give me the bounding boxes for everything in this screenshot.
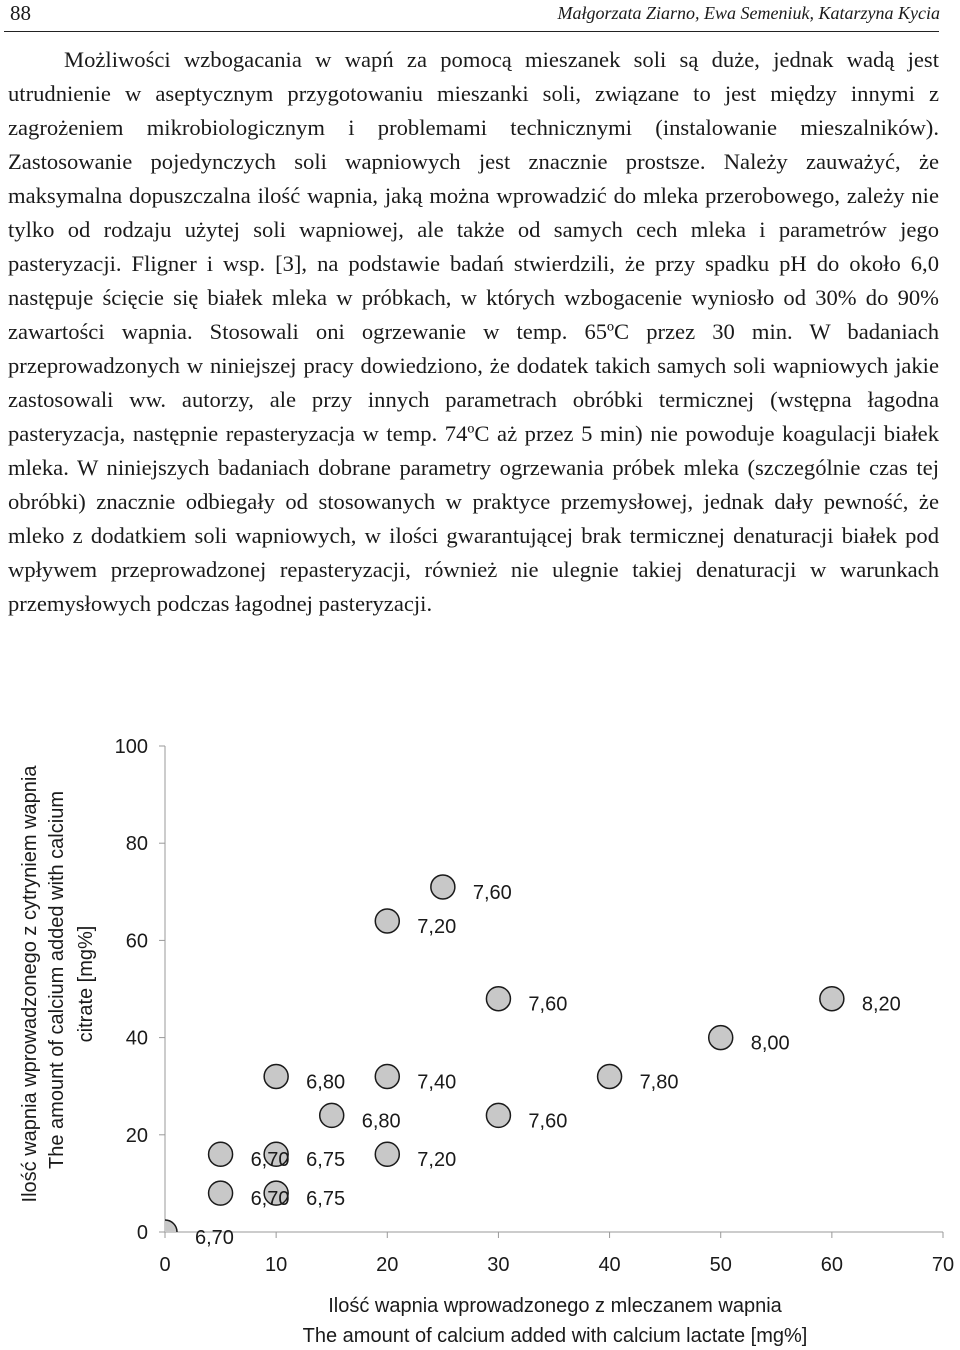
data-point-label: 7,60 — [528, 993, 568, 1016]
y-tick-label: 40 — [125, 1027, 148, 1050]
y-tick-label: 80 — [125, 833, 148, 856]
data-point — [375, 909, 399, 933]
data-point-label: 7,40 — [417, 1071, 457, 1094]
data-point — [209, 1181, 233, 1205]
y-tick-label: 100 — [114, 736, 148, 758]
data-point — [431, 875, 455, 899]
chart-point-labels — [195, 882, 901, 1249]
data-point-label: 6,80 — [306, 1071, 346, 1094]
data-point-label: 7,60 — [472, 881, 512, 904]
x-tick-label: 0 — [159, 1254, 171, 1276]
y-tick-label: 20 — [125, 1124, 148, 1147]
data-point-label: 6,70 — [250, 1188, 290, 1211]
x-axis-label-en: The amount of calcium added with calcium lactate [mg%] — [302, 1325, 808, 1347]
data-point-label: 6,75 — [306, 1188, 346, 1211]
page-number: 88 — [10, 1, 31, 25]
data-point — [598, 1064, 622, 1088]
x-tick-label: 70 — [931, 1254, 955, 1276]
x-tick-label: 60 — [820, 1254, 843, 1276]
body-paragraph: Możliwości wzbogacania w wapń za pomocą mieszanek soli są duże, jednak wadą jest utrudnienie w aseptycznym przygotowaniu mieszanki soli, związane to jest między innymi z zagrożeniem mikrobiologicznym i problemami technicznymi (instalowanie mieszalników). Zastosowanie pojedynczych soli wapniowych jest znacznie prostsze. Należy zauważyć, że maksymalna dopuszczalna ilość wapnia, jaką można wprowadzić do mleka przerobowego, zależy nie tylko od rodzaju użytej soli wapniowej, ale także od samych cech mleka i parametrów jego pasteryzacji. Fligner i wsp. [3], na podstawie badań stwierdzili, że przy spadku pH do około 6,0 następuje ścięcie się białek mleka w próbkach, w których wzbogacenie wyniosło od 30% do 90% zawartości wapnia. Stosowali oni ogrzewanie w temp. 65ºC przez 30 min. W badaniach przeprowadzonych w niniejszej pracy dowiedziono, że dodatek takich samych soli wapniowych jakie zastosowali ww. autorzy, ale przy innych parametrach obróbki termicznej (wstępna łagodna pasteryzacja, następnie repasteryzacja w temp. 74ºC aż przez 5 min) nie powoduje koagulacji białek mleka. W niniejszych badaniach dobrane parametry ogrzewania próbek mleka (szczególnie czas tej obróbki) znacznie odbiegały od stosowanych w praktyce przemysłowej, jednak dały pewność, że mleko z dodatkiem soli wapniowych, w ilości gwarantującej brak termicznej denaturacji białek pod wpływem przeprowadzonej repasteryzacji, również nie ulegnie takiej denaturacji w warunkach przemysłowych podczas łagodnej pasteryzacji. — [8, 47, 939, 616]
data-point — [820, 987, 844, 1011]
data-point — [375, 1064, 399, 1088]
data-point-label: 7,80 — [639, 1071, 679, 1094]
data-point — [709, 1026, 733, 1050]
y-tick-label: 0 — [136, 1222, 148, 1244]
data-point-label: 6,75 — [306, 1149, 346, 1172]
data-point-label: 8,00 — [750, 1032, 790, 1055]
body-text — [8, 43, 939, 621]
data-point — [320, 1103, 344, 1127]
x-tick-label: 40 — [598, 1254, 621, 1276]
data-point-label: 8,20 — [861, 993, 901, 1016]
x-tick-label: 20 — [376, 1254, 399, 1276]
x-axis-label-pl: Ilość wapnia wprowadzonego z mleczanem wapnia — [328, 1295, 782, 1317]
data-point-label: 7,60 — [528, 1110, 568, 1133]
data-point-label: 6,70 — [195, 1227, 234, 1249]
y-tick-label: 60 — [125, 930, 148, 953]
data-point — [264, 1064, 288, 1088]
y-axis-label-en-line2: citrate [mg%] — [75, 925, 97, 1043]
running-header-authors: Małgorzata Ziarno, Ewa Semeniuk, Katarzyna Kycia — [557, 3, 940, 23]
data-point-label: 6,70 — [250, 1149, 290, 1172]
x-tick-label: 30 — [487, 1254, 510, 1276]
data-point-label: 6,80 — [361, 1110, 401, 1133]
y-axis-label-pl: Ilość wapnia wprowadzonego z cytryniem wapnia — [19, 765, 41, 1203]
data-point — [486, 987, 510, 1011]
scatter-chart — [0, 720, 960, 1350]
data-point-label: 7,20 — [417, 1149, 457, 1172]
data-point — [375, 1142, 399, 1166]
x-tick-label: 50 — [709, 1254, 732, 1276]
data-point — [209, 1142, 233, 1166]
y-axis-label-en-line1: The amount of calcium added with calcium — [46, 791, 68, 1169]
page-header — [10, 0, 940, 30]
data-point — [153, 1220, 177, 1244]
data-point — [486, 1103, 510, 1127]
header-rule — [4, 31, 939, 32]
data-point-label: 7,20 — [417, 915, 457, 938]
x-tick-label: 10 — [265, 1254, 288, 1276]
